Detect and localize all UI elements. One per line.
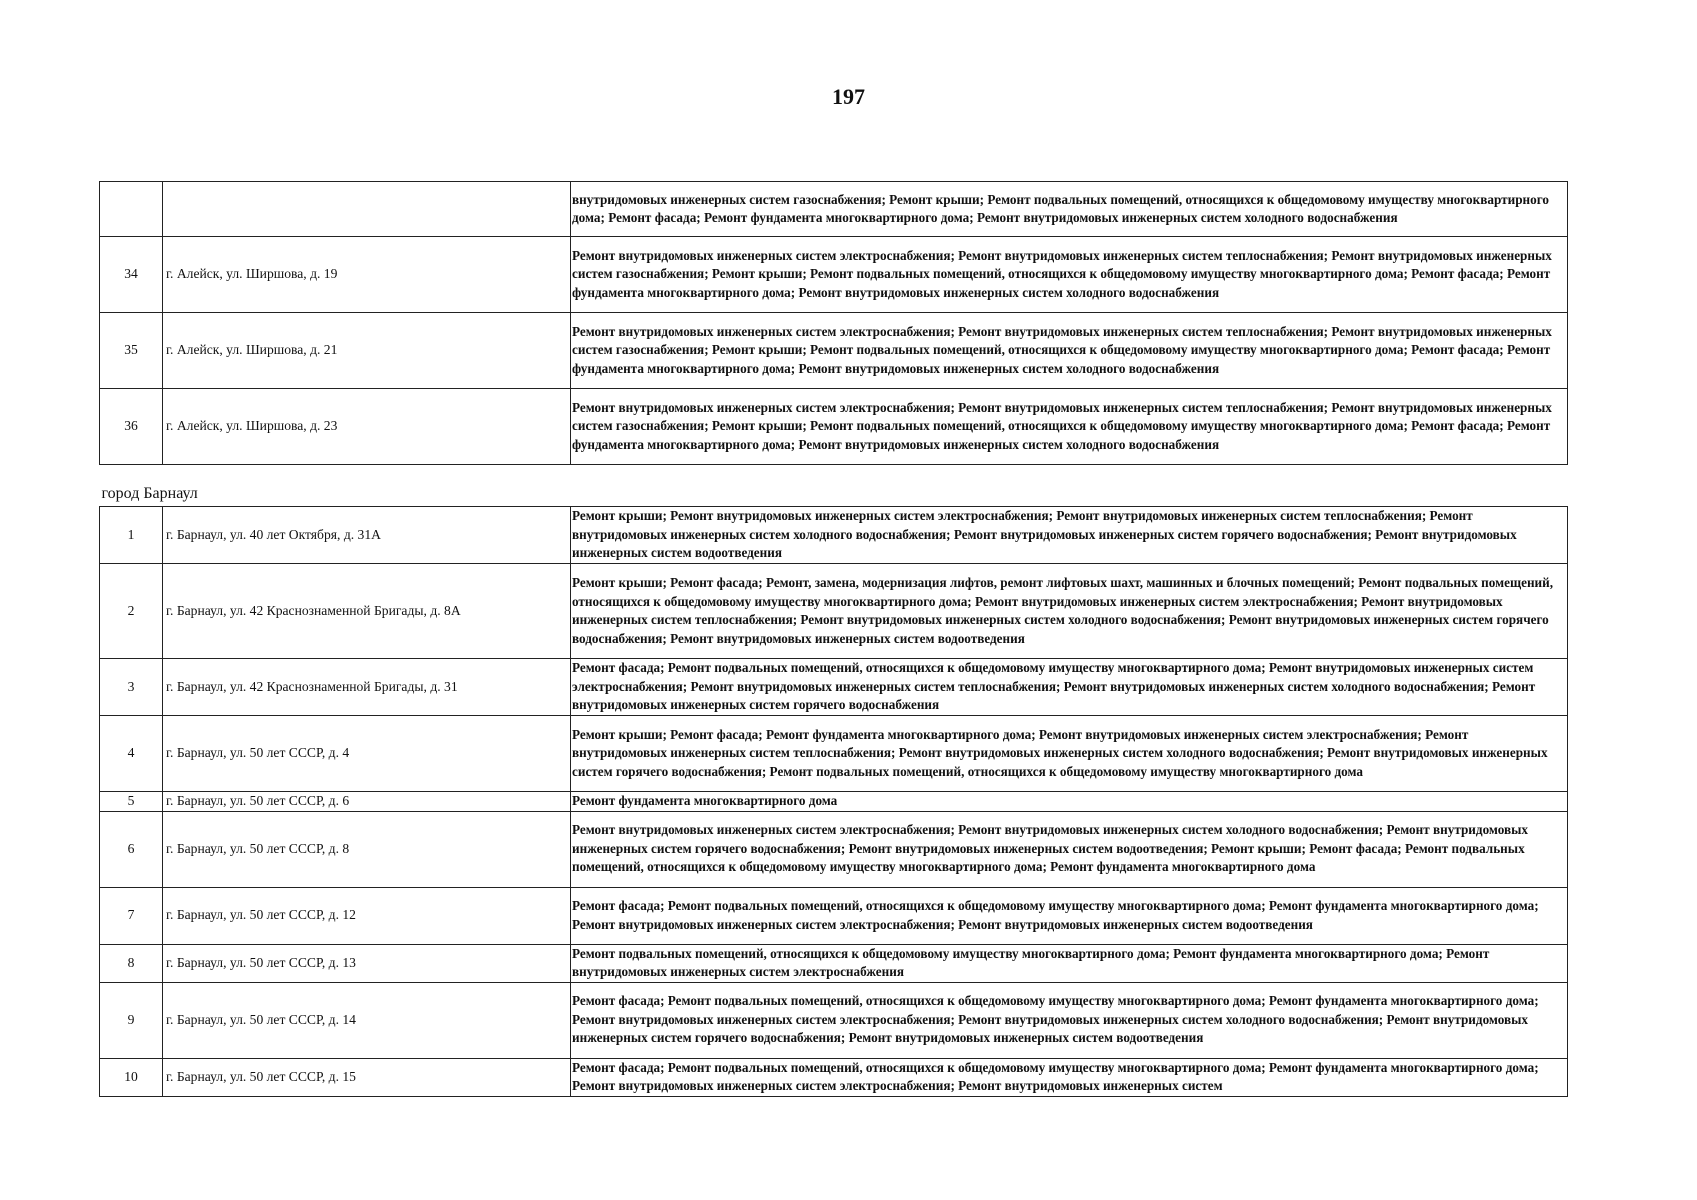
row-address: г. Алейск, ул. Ширшова, д. 23 [163, 389, 571, 465]
row-works: Ремонт внутридомовых инженерных систем электроснабжения; Ремонт внутридомовых инженерных систем теплоснабжения; Ремонт внутридомовых инженерных систем газоснабжения; Ремонт крыши; Ремонт подвальных помещений, относящихся к общедомовому имуществу многоквартирного дома; Ремонт фасада; Ремонт фундамента многоквартирного дома; Ремонт внутридомовых инженерных систем холодного водоснабжения [571, 389, 1568, 465]
row-address: г. Барнаул, ул. 42 Краснознаменной Бригады, д. 31 [163, 659, 571, 716]
row-address [163, 182, 571, 237]
row-number: 9 [100, 982, 163, 1058]
table-row [100, 182, 1568, 237]
row-number: 1 [100, 507, 163, 564]
row-works: Ремонт фасада; Ремонт подвальных помещений, относящихся к общедомовому имуществу многоквартирного дома; Ремонт фундамента многоквартирного дома; Ремонт внутридомовых инженерных систем электроснабжения; Ремонт внутридомовых инженерных систем холодного водоснабжения; Ремонт внутридомовых инженерных систем горячего водоснабжения; Ремонт внутридомовых инженерных систем водоотведения [571, 982, 1568, 1058]
row-works: Ремонт фасада; Ремонт подвальных помещений, относящихся к общедомовому имуществу многоквартирного дома; Ремонт фундамента многоквартирного дома; Ремонт внутридомовых инженерных систем электроснабжения; Ремонт внутридомовых инженерных систем [571, 1058, 1568, 1096]
row-address: г. Барнаул, ул. 50 лет СССР, д. 8 [163, 811, 571, 887]
row-address: г. Барнаул, ул. 50 лет СССР, д. 6 [163, 792, 571, 812]
table-row [100, 982, 1568, 1058]
row-works: внутридомовых инженерных систем газоснабжения; Ремонт крыши; Ремонт подвальных помещений, относящихся к общедомовому имуществу многоквартирного дома; Ремонт фасада; Ремонт фундамента многоквартирного дома; Ремонт внутридомовых инженерных систем холодного водоснабжения [571, 182, 1568, 237]
row-works: Ремонт подвальных помещений, относящихся к общедомовому имуществу многоквартирного дома; Ремонт фундамента многоквартирного дома; Ремонт внутридомовых инженерных систем электроснабжения [571, 944, 1568, 982]
repair-table [99, 181, 1568, 1097]
table-row [100, 389, 1568, 465]
row-number: 34 [100, 237, 163, 313]
table-row [100, 313, 1568, 389]
row-address: г. Алейск, ул. Ширшова, д. 21 [163, 313, 571, 389]
row-address: г. Барнаул, ул. 50 лет СССР, д. 4 [163, 716, 571, 792]
row-number: 2 [100, 564, 163, 659]
row-address: г. Барнаул, ул. 40 лет Октября, д. 31А [163, 507, 571, 564]
table-row [100, 507, 1568, 564]
row-number: 10 [100, 1058, 163, 1096]
row-address: г. Барнаул, ул. 50 лет СССР, д. 14 [163, 982, 571, 1058]
table-row [100, 811, 1568, 887]
row-address: г. Барнаул, ул. 50 лет СССР, д. 13 [163, 944, 571, 982]
table-row [100, 1058, 1568, 1096]
row-address: г. Барнаул, ул. 42 Краснознаменной Бригады, д. 8А [163, 564, 571, 659]
row-works: Ремонт фасада; Ремонт подвальных помещений, относящихся к общедомовому имуществу многоквартирного дома; Ремонт внутридомовых инженерных систем электроснабжения; Ремонт внутридомовых инженерных систем теплоснабжения; Ремонт внутридомовых инженерных систем холодного водоснабжения; Ремонт внутридомовых инженерных систем горячего водоснабжения [571, 659, 1568, 716]
table-row [100, 944, 1568, 982]
table-body [100, 182, 1568, 1097]
row-number: 36 [100, 389, 163, 465]
table-row [100, 887, 1568, 944]
row-works: Ремонт крыши; Ремонт внутридомовых инженерных систем электроснабжения; Ремонт внутридомовых инженерных систем теплоснабжения; Ремонт внутридомовых инженерных систем холодного водоснабжения; Ремонт внутридомовых инженерных систем горячего водоснабжения; Ремонт внутридомовых инженерных систем водоотведения [571, 507, 1568, 564]
row-works: Ремонт фасада; Ремонт подвальных помещений, относящихся к общедомовому имуществу многоквартирного дома; Ремонт фундамента многоквартирного дома; Ремонт внутридомовых инженерных систем электроснабжения; Ремонт внутридомовых инженерных систем водоотведения [571, 887, 1568, 944]
row-works: Ремонт внутридомовых инженерных систем электроснабжения; Ремонт внутридомовых инженерных систем холодного водоснабжения; Ремонт внутридомовых инженерных систем горячего водоснабжения; Ремонт внутридомовых инженерных систем водоотведения; Ремонт крыши; Ремонт фасада; Ремонт подвальных помещений, относящихся к общедомовому имуществу многоквартирного дома; Ремонт фундамента многоквартирного дома [571, 811, 1568, 887]
row-number: 4 [100, 716, 163, 792]
row-works: Ремонт крыши; Ремонт фасада; Ремонт фундамента многоквартирного дома; Ремонт внутридомовых инженерных систем электроснабжения; Ремонт внутридомовых инженерных систем теплоснабжения; Ремонт внутридомовых инженерных систем холодного водоснабжения; Ремонт внутридомовых инженерных систем горячего водоснабжения; Ремонт подвальных помещений, относящихся к общедомовому имуществу многоквартирного дома [571, 716, 1568, 792]
table-row [100, 716, 1568, 792]
row-number: 7 [100, 887, 163, 944]
row-works: Ремонт крыши; Ремонт фасада; Ремонт, замена, модернизация лифтов, ремонт лифтовых шахт, машинных и блочных помещений; Ремонт подвальных помещений, относящихся к общедомовому имуществу многоквартирного дома; Ремонт внутридомовых инженерных систем электроснабжения; Ремонт внутридомовых инженерных систем теплоснабжения; Ремонт внутридомовых инженерных систем холодного водоснабжения; Ремонт внутридомовых инженерных систем горячего водоснабжения; Ремонт внутридомовых инженерных систем водоотведения [571, 564, 1568, 659]
row-number: 35 [100, 313, 163, 389]
row-number: 5 [100, 792, 163, 812]
page-number: 197 [832, 84, 865, 109]
row-address: г. Барнаул, ул. 50 лет СССР, д. 12 [163, 887, 571, 944]
row-works: Ремонт внутридомовых инженерных систем электроснабжения; Ремонт внутридомовых инженерных систем теплоснабжения; Ремонт внутридомовых инженерных систем газоснабжения; Ремонт крыши; Ремонт подвальных помещений, относящихся к общедомовому имуществу многоквартирного дома; Ремонт фасада; Ремонт фундамента многоквартирного дома; Ремонт внутридомовых инженерных систем холодного водоснабжения [571, 237, 1568, 313]
table-row [100, 564, 1568, 659]
row-address: г. Алейск, ул. Ширшова, д. 19 [163, 237, 571, 313]
row-number: 8 [100, 944, 163, 982]
row-number: 6 [100, 811, 163, 887]
section-title: город Барнаул [101, 485, 198, 503]
table-row [100, 792, 1568, 812]
row-address: г. Барнаул, ул. 50 лет СССР, д. 15 [163, 1058, 571, 1096]
table-row [100, 237, 1568, 313]
row-number: 3 [100, 659, 163, 716]
table-row [100, 659, 1568, 716]
row-works: Ремонт внутридомовых инженерных систем электроснабжения; Ремонт внутридомовых инженерных систем теплоснабжения; Ремонт внутридомовых инженерных систем газоснабжения; Ремонт крыши; Ремонт подвальных помещений, относящихся к общедомовому имуществу многоквартирного дома; Ремонт фасада; Ремонт фундамента многоквартирного дома; Ремонт внутридомовых инженерных систем холодного водоснабжения [571, 313, 1568, 389]
row-works: Ремонт фундамента многоквартирного дома [571, 792, 1568, 812]
row-number [100, 182, 163, 237]
section-header-row [100, 465, 1568, 507]
section-title-cell [100, 465, 1568, 507]
